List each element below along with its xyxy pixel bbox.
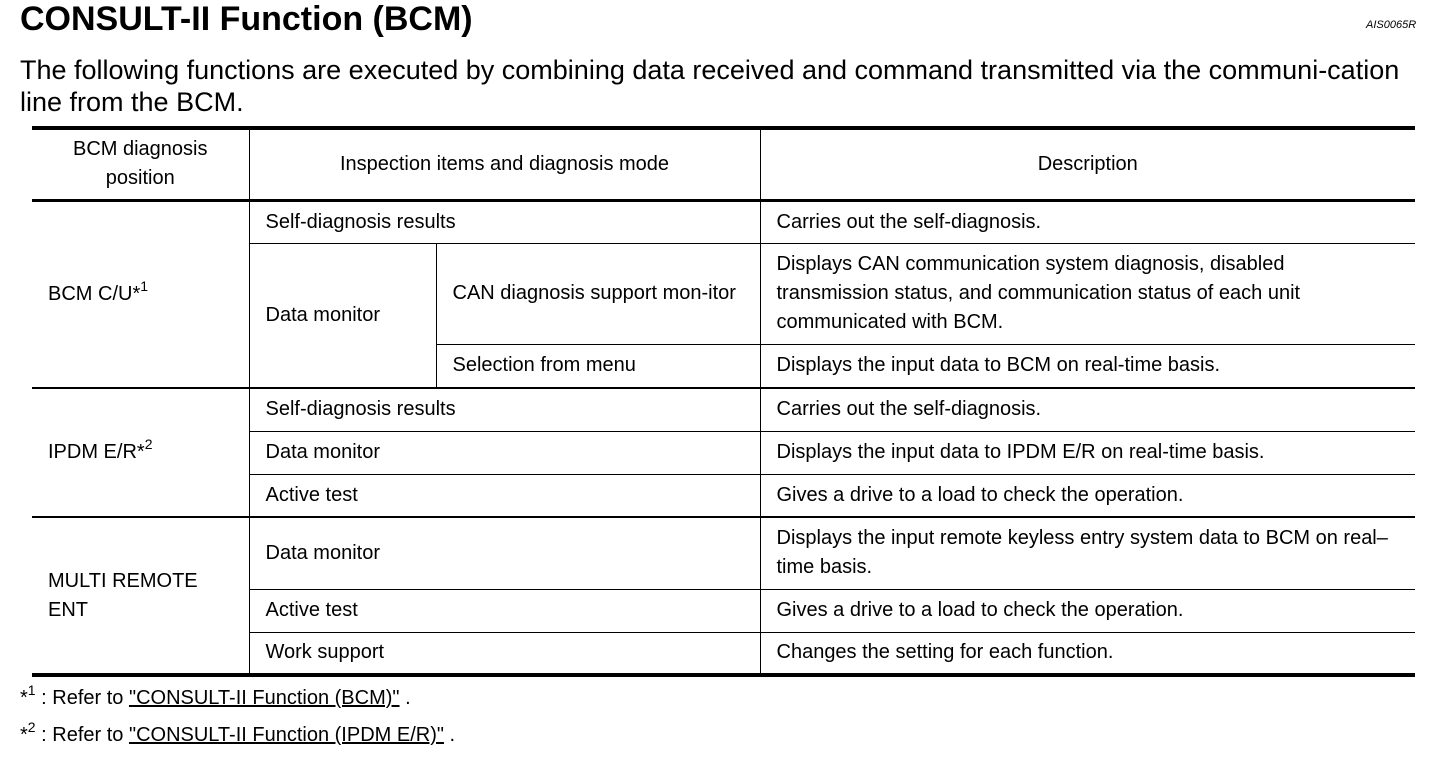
column-header-position: BCM diagnosis position: [72, 138, 208, 190]
footnote-link-bcm[interactable]: "CONSULT-II Function (BCM)": [128, 687, 400, 709]
table-row: [32, 388, 1415, 431]
page-title: CONSULT-II Function (BCM): [20, 0, 473, 38]
document-code: AIS0065R: [1366, 19, 1417, 31]
description-cell: Displays the input data to BCM on real-time basis.: [760, 344, 1415, 387]
column-header-description: Description: [760, 128, 1415, 200]
description-cell: Changes the setting for each function.: [760, 632, 1415, 675]
sub-item-cell: CAN diagnosis support mon-itor: [436, 243, 760, 344]
description-cell: Carries out the self-diagnosis.: [760, 388, 1415, 431]
footnote-1: *$^1$ : Refer to "CONSULT-II Function (BCM)" .: [20, 682, 411, 709]
item-cell: Data monitor: [249, 517, 760, 589]
sub-item-cell: Selection from menu: [436, 344, 760, 387]
item-cell: Active test: [249, 589, 760, 632]
item-cell: Self-diagnosis results: [249, 388, 760, 431]
item-cell: Self-diagnosis results: [249, 200, 760, 243]
footnote-link-ipdm[interactable]: "CONSULT-II Function (IPDM E/R)": [128, 724, 444, 746]
description-cell: Displays the input remote keyless entry system data to BCM on real–time basis.: [760, 517, 1415, 589]
description-cell: Displays CAN communication system diagnosis, disabled transmission status, and communication status of each unit communicated with BCM.: [760, 243, 1415, 344]
description-cell: Displays the input data to IPDM E/R on real-time basis.: [760, 431, 1415, 474]
position-bcm: BCM C/U*$^1$: [48, 277, 149, 305]
position-multi-remote: MULTI REMOTE ENT: [48, 569, 198, 621]
item-cell: Data monitor: [249, 431, 760, 474]
table-row: [32, 517, 1415, 589]
item-cell: Active test: [249, 474, 760, 517]
item-cell: Data monitor: [249, 243, 436, 387]
item-cell: Work support: [249, 632, 760, 675]
table-row: [32, 200, 1415, 243]
table-header-row: [32, 128, 1415, 200]
description-cell: Carries out the self-diagnosis.: [760, 200, 1415, 243]
position-ipdm: IPDM E/R*$^2$: [48, 436, 153, 463]
column-header-inspection: Inspection items and diagnosis mode: [249, 128, 760, 200]
description-cell: Gives a drive to a load to check the operation.: [760, 474, 1415, 517]
functions-table: [32, 126, 1415, 677]
description-cell: Gives a drive to a load to check the operation.: [760, 589, 1415, 632]
footnote-2: *$^2$ : Refer to "CONSULT-II Function (IPDM E/R)" .: [20, 719, 456, 746]
intro-paragraph: The following functions are executed by combining data received and command transmitted via the communi-cation line from the BCM.: [20, 55, 1400, 117]
